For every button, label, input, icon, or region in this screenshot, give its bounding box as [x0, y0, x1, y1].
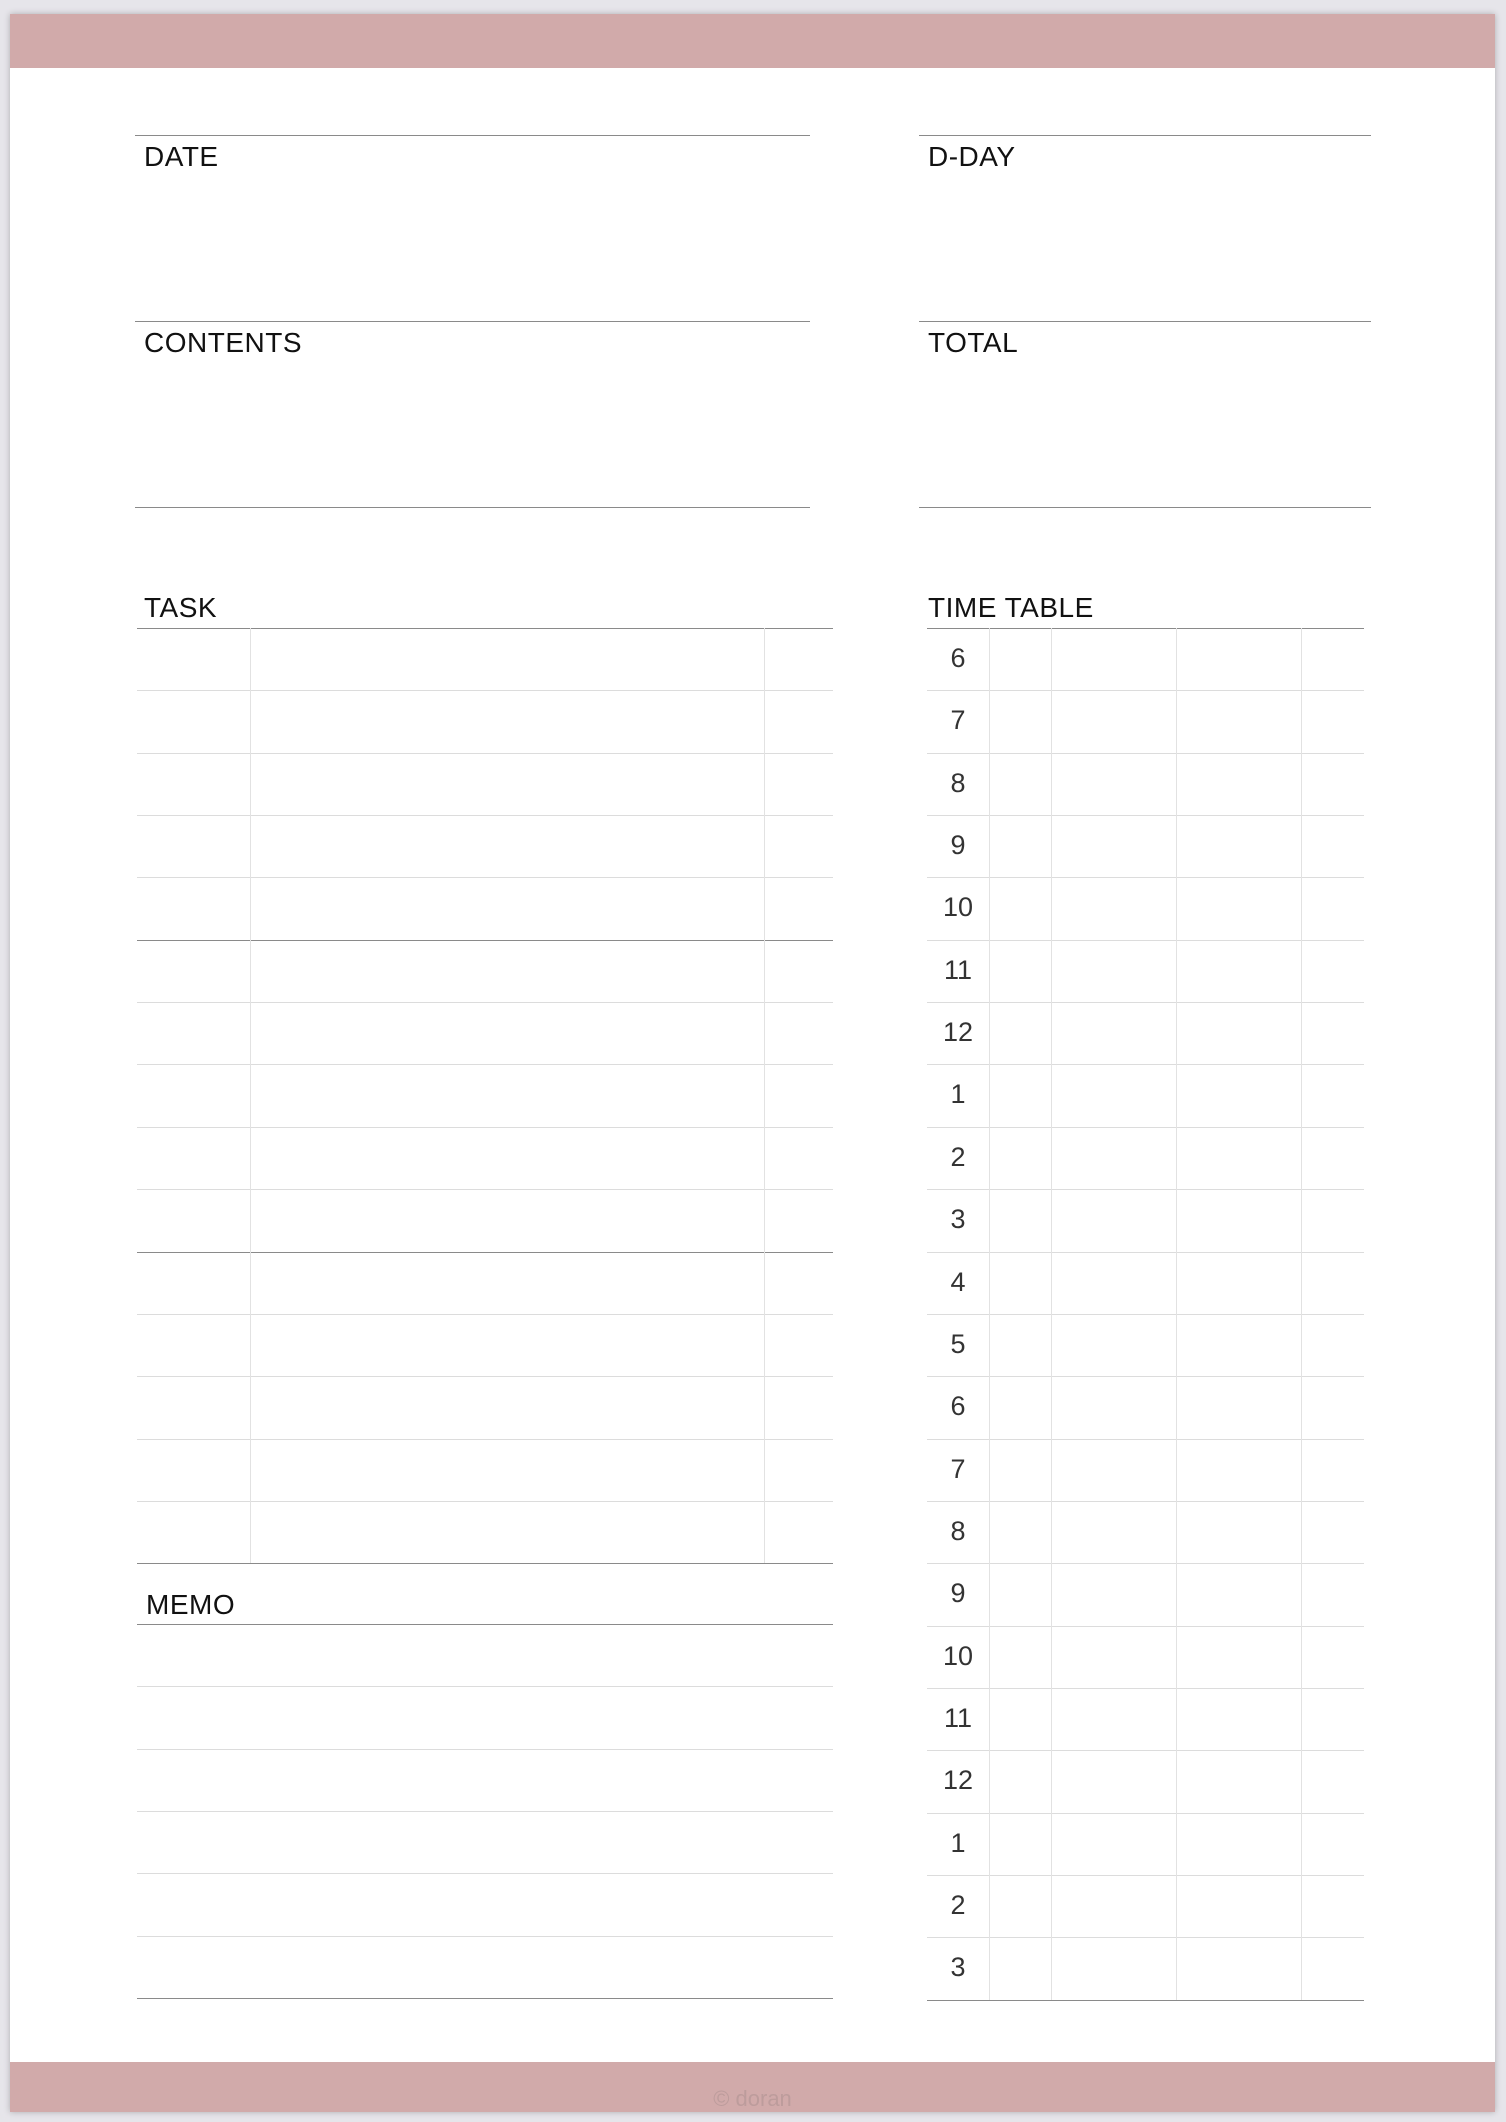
total-label: TOTAL	[928, 327, 1019, 358]
memo-grid	[137, 1624, 833, 2000]
task-row[interactable]	[137, 753, 833, 815]
task-row[interactable]	[137, 1376, 833, 1438]
memo-row[interactable]	[137, 1936, 833, 1998]
contents-field-bottom-line	[135, 507, 810, 508]
hour-label: 9	[950, 1578, 966, 1609]
memo-row[interactable]	[137, 1749, 833, 1811]
time-table-column-divider	[1301, 628, 1302, 2000]
footer-band	[10, 2062, 1495, 2112]
total-field[interactable]	[919, 322, 1371, 506]
contents-label: CONTENTS	[144, 327, 302, 358]
hour-label: 9	[950, 830, 966, 861]
task-row-divider	[137, 1563, 833, 1564]
time-table-row-divider	[927, 2000, 1364, 2001]
task-label: TASK	[144, 592, 218, 623]
hour-label: 8	[950, 1515, 966, 1546]
memo-row[interactable]	[137, 1624, 833, 1686]
memo-label: MEMO	[146, 1589, 236, 1620]
time-table-grid	[927, 628, 1364, 2001]
dday-field[interactable]	[919, 136, 1371, 320]
task-row[interactable]	[137, 1127, 833, 1189]
time-table-column-divider	[1051, 628, 1052, 2000]
planner-sheet	[10, 14, 1495, 2112]
time-table-label: TIME TABLE	[928, 592, 1094, 623]
hour-label: 3	[950, 1204, 966, 1235]
task-row[interactable]	[137, 1252, 833, 1314]
footer-copyright: © doran	[713, 2086, 792, 2111]
hour-label: 10	[942, 892, 974, 923]
hour-label: 6	[950, 1391, 966, 1422]
task-row[interactable]	[137, 1314, 833, 1376]
task-row[interactable]	[137, 815, 833, 877]
hour-label: 2	[950, 1141, 966, 1172]
hour-label: 4	[950, 1266, 966, 1297]
contents-field[interactable]	[135, 322, 810, 506]
task-row[interactable]	[137, 1189, 833, 1251]
task-grid	[137, 628, 833, 1563]
date-label: DATE	[144, 141, 219, 172]
task-row[interactable]	[137, 1002, 833, 1064]
task-row[interactable]	[137, 1064, 833, 1126]
task-row[interactable]	[137, 940, 833, 1002]
task-row[interactable]	[137, 628, 833, 690]
time-table-column-divider	[989, 628, 990, 2000]
hour-label: 12	[942, 1017, 974, 1048]
hour-label: 11	[943, 954, 973, 985]
task-column-divider	[250, 628, 251, 1563]
hour-label: 7	[950, 705, 966, 736]
hour-label: 5	[950, 1328, 966, 1359]
memo-row[interactable]	[137, 1811, 833, 1873]
hour-label: 6	[950, 643, 966, 673]
memo-row-divider	[137, 1998, 833, 1999]
hour-label: 3	[950, 1952, 966, 1983]
header-band	[10, 14, 1495, 68]
hour-label: 11	[943, 1702, 973, 1733]
dday-label: D-DAY	[928, 141, 1016, 172]
hour-label: 2	[950, 1890, 966, 1920]
hour-label: 1	[950, 1827, 966, 1858]
task-row[interactable]	[137, 877, 833, 939]
memo-row[interactable]	[137, 1686, 833, 1748]
memo-row[interactable]	[137, 1873, 833, 1935]
date-field[interactable]	[135, 136, 810, 320]
task-row[interactable]	[137, 690, 833, 752]
task-row[interactable]	[137, 1501, 833, 1563]
hour-label: 7	[950, 1453, 966, 1484]
total-field-bottom-line	[919, 507, 1371, 508]
task-row[interactable]	[137, 1439, 833, 1501]
hour-label: 1	[950, 1079, 966, 1110]
hour-label: 10	[942, 1640, 974, 1671]
hour-label: 12	[942, 1765, 974, 1796]
time-table-column-divider	[1176, 628, 1177, 2000]
task-column-divider	[764, 628, 765, 1563]
hour-label: 8	[950, 767, 966, 798]
